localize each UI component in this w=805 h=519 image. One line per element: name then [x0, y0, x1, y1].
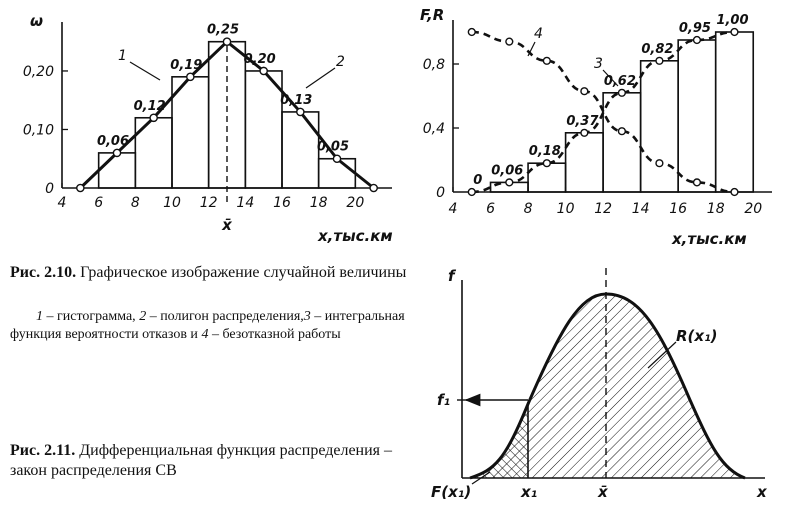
hist-polygon-point — [223, 38, 230, 45]
hist-polygon-point — [370, 184, 377, 191]
cum-bar-label: 0,37 — [566, 113, 599, 129]
hist-x-tick-label: 20 — [346, 195, 365, 211]
callout-3: 3 — [594, 56, 603, 72]
F-curve-point — [731, 29, 738, 36]
callout-2: 2 — [336, 54, 345, 70]
R-curve-point — [731, 189, 738, 196]
cum-bar-label: 1,00 — [716, 13, 749, 28]
hist-bar-label: 0,13 — [280, 92, 313, 108]
F-curve-point — [468, 189, 475, 196]
cum-y-tick-label: 0,8 — [422, 57, 445, 73]
F-curve-point — [506, 179, 513, 186]
fig210-text: Графическое изображение случайной величины — [76, 264, 407, 281]
hist-bar-label: 0,19 — [170, 57, 203, 73]
cum-x-tick-label: 20 — [744, 201, 763, 217]
hist-polygon-point — [77, 184, 84, 191]
density-ylabel: f — [448, 267, 455, 285]
cum-bar — [603, 93, 641, 192]
cum-bar — [641, 61, 679, 192]
hist-bar-label: 0,25 — [206, 22, 240, 38]
fig210-number: Рис. 2.10. — [10, 264, 77, 281]
callout-2-leader — [306, 68, 335, 88]
cum-bar — [566, 133, 604, 192]
legend-num-2: 2 — [139, 309, 147, 324]
cum-bar-label: 0,62 — [603, 73, 636, 89]
F-curve-point — [694, 37, 701, 44]
density-x1-label: x₁ — [521, 483, 538, 501]
R-curve-point — [694, 179, 701, 186]
cum-xlabel: x,тыс.км — [672, 230, 747, 248]
F-curve-point — [656, 57, 663, 64]
cum-bar — [528, 163, 566, 192]
callout-1-leader — [130, 62, 160, 80]
cum-x-tick-label: 8 — [523, 201, 533, 217]
fig211-caption — [10, 441, 410, 481]
cum-bar-label: 0,06 — [491, 163, 524, 179]
density-R-label: R(x₁) — [676, 327, 718, 345]
hist-y-tick-label: 0,10 — [22, 122, 54, 139]
hist-y-tick-label: 0,20 — [22, 63, 54, 80]
R-curve-point — [506, 38, 513, 45]
hist-x-tick-label: 12 — [199, 195, 218, 211]
cum-x-tick-label: 12 — [594, 201, 613, 217]
cum-x-tick-label: 6 — [486, 201, 495, 217]
R-curve-point — [543, 57, 550, 64]
density-panel — [431, 267, 768, 501]
cum-bar-label: 0,82 — [641, 41, 674, 57]
hist-y-tick-label: 0 — [45, 181, 54, 197]
density-mean-label: x̄ — [598, 483, 608, 501]
legend-num-1: 1 — [36, 309, 43, 324]
hist-polygon-point — [150, 114, 157, 121]
legend-text-2: – полигон распределения, — [146, 309, 304, 324]
hist-bar-label: 0,12 — [133, 98, 166, 114]
hist-polygon-point — [187, 73, 194, 80]
histogram-panel — [23, 12, 393, 245]
cum-bar — [716, 32, 754, 192]
callout-1: 1 — [118, 48, 127, 64]
F-curve-point — [581, 129, 588, 136]
cum-y-tick-label: 0,4 — [422, 121, 445, 137]
hist-bar — [172, 77, 209, 188]
hist-bar — [282, 112, 319, 188]
R-curve-point — [656, 160, 663, 167]
density-xlabel: x — [757, 483, 767, 501]
legend-text-3: – интегральная функция вероятности отказов и — [10, 309, 405, 342]
hist-x-tick-label: 10 — [163, 195, 181, 211]
hist-polygon-point — [113, 149, 120, 156]
density-F-label: F(x₁) — [431, 483, 472, 501]
cum-x-tick-label: 4 — [448, 201, 458, 217]
hist-bar-label: 0,20 — [243, 51, 276, 67]
cum-x-tick-label: 16 — [669, 201, 688, 217]
cum-bar-label: 0 — [473, 173, 483, 188]
cum-x-tick-label: 10 — [556, 201, 575, 217]
hist-x-tick-label: 4 — [57, 195, 67, 211]
hist-ylabel: ω — [30, 12, 44, 30]
cum-ylabel: F,R — [420, 6, 445, 24]
legend-num-4: 4 — [201, 327, 209, 342]
hist-bar — [245, 71, 282, 188]
fig211-number: Рис. 2.11. — [10, 442, 76, 459]
hist-x-tick-label: 14 — [236, 195, 255, 211]
hist-polygon-point — [260, 67, 267, 74]
hist-xlabel: x,тыс.км — [318, 227, 393, 245]
hist-bar — [99, 153, 136, 188]
hist-mean-label: x̄ — [222, 216, 232, 234]
F-curve-point — [618, 89, 625, 96]
legend-text-1: – гистограмма, — [43, 309, 140, 324]
cum-x-tick-label: 14 — [631, 201, 650, 217]
density-left-tail-hatch — [470, 404, 528, 478]
hist-x-tick-label: 6 — [94, 195, 104, 211]
callout-4: 4 — [534, 26, 543, 42]
hist-polygon-point — [297, 108, 304, 115]
hist-bar-label: 0,05 — [316, 139, 350, 155]
cum-y-tick-label: 0 — [436, 185, 445, 201]
R-curve-point — [468, 29, 475, 36]
fig210-legend — [10, 308, 408, 344]
cum-bar-label: 0,95 — [678, 21, 711, 36]
hist-x-tick-label: 16 — [273, 195, 291, 211]
R-curve-point — [618, 128, 625, 135]
hist-bar — [319, 159, 356, 188]
hist-x-tick-label: 18 — [309, 195, 328, 211]
F-curve-point — [543, 160, 550, 167]
cum-bar — [678, 40, 716, 192]
hist-x-tick-label: 8 — [130, 195, 140, 211]
fig211-text: Дифференциальная функция распределения – закон распределения СВ — [10, 442, 393, 479]
density-f1-label: f₁ — [437, 391, 451, 409]
hist-bar-label: 0,06 — [96, 133, 130, 149]
cum-bar-label: 0,18 — [528, 144, 561, 160]
cum-x-tick-label: 18 — [706, 201, 725, 217]
legend-text-4: – безотказной работы — [208, 327, 341, 342]
R-curve-point — [581, 88, 588, 95]
fig210-caption — [10, 263, 410, 283]
cumulative-panel — [420, 6, 772, 248]
hist-polygon-point — [333, 155, 340, 162]
legend-num-3: 3 — [303, 309, 311, 324]
